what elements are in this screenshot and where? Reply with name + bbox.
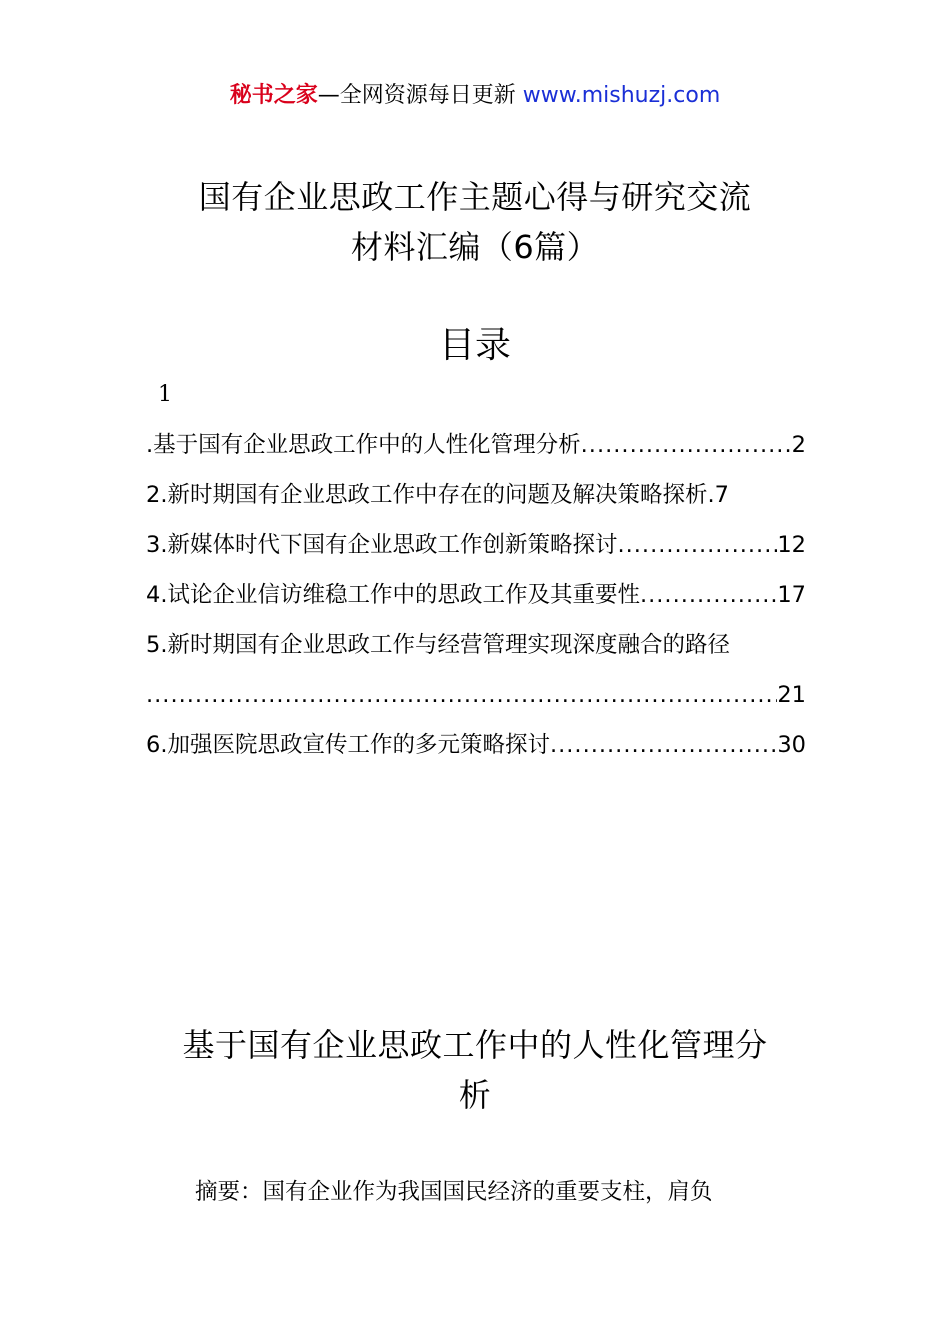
toc-leader-dots xyxy=(581,420,792,470)
toc-entry-label: 5.新时期国有企业思政工作与经营管理实现深度融合的路径 xyxy=(146,632,730,658)
toc-entry-page: 21 xyxy=(777,682,806,708)
toc-leader-dots xyxy=(617,520,777,570)
toc-entry-1[interactable] xyxy=(146,420,806,470)
article-title xyxy=(140,1020,810,1120)
site-url-link[interactable]: www.mishuzj.com xyxy=(522,83,721,108)
brand-name: 秘书之家 xyxy=(229,83,318,108)
document-title-line-2: 材料汇编（6篇） xyxy=(350,228,600,266)
document-title xyxy=(100,172,850,272)
toc-entry-label: 6.加强医院思政宣传工作的多元策略探讨 xyxy=(146,732,550,758)
toc-entry-page: .7 xyxy=(707,482,729,508)
article-title-line-2: 析 xyxy=(458,1076,492,1114)
table-of-contents xyxy=(146,420,806,770)
toc-entry-label: 3.新媒体时代下国有企业思政工作创新策略探讨 xyxy=(146,532,618,558)
toc-entry-page: 30 xyxy=(777,732,806,758)
toc-entry-6[interactable] xyxy=(146,720,806,770)
toc-entry-5[interactable] xyxy=(146,620,806,670)
toc-heading: 目录 xyxy=(438,325,511,366)
document-title-line-1: 国有企业思政工作主题心得与研究交流 xyxy=(198,178,752,216)
toc-entry-page: 12 xyxy=(777,532,806,558)
toc-entry-5-continuation[interactable] xyxy=(146,670,806,720)
toc-entry-label: .基于国有企业思政工作中的人性化管理分析 xyxy=(146,432,581,458)
toc-entry-page: 17 xyxy=(777,582,806,608)
article-title-line-1: 基于国有企业思政工作中的人性化管理分 xyxy=(182,1026,768,1064)
toc-entry-2[interactable] xyxy=(146,470,806,520)
toc-entry-page: 2 xyxy=(791,432,806,458)
header-tagline: —全网资源每日更新 xyxy=(317,83,523,108)
toc-number-marker: 1 xyxy=(158,382,172,407)
toc-entry-3[interactable] xyxy=(146,520,806,570)
site-header xyxy=(0,80,950,112)
toc-leader-dots xyxy=(146,670,777,720)
toc-leader-dots xyxy=(640,570,777,620)
toc-leader-dots xyxy=(550,720,777,770)
toc-entry-label: 2.新时期国有企业思政工作中存在的问题及解决策略探析 xyxy=(146,482,708,508)
toc-entry-4[interactable] xyxy=(146,570,806,620)
toc-entry-label: 4.试论企业信访维稳工作中的思政工作及其重要性 xyxy=(146,582,640,608)
article-abstract: 摘要：国有企业作为我国国民经济的重要支柱，肩负 xyxy=(195,1179,713,1205)
